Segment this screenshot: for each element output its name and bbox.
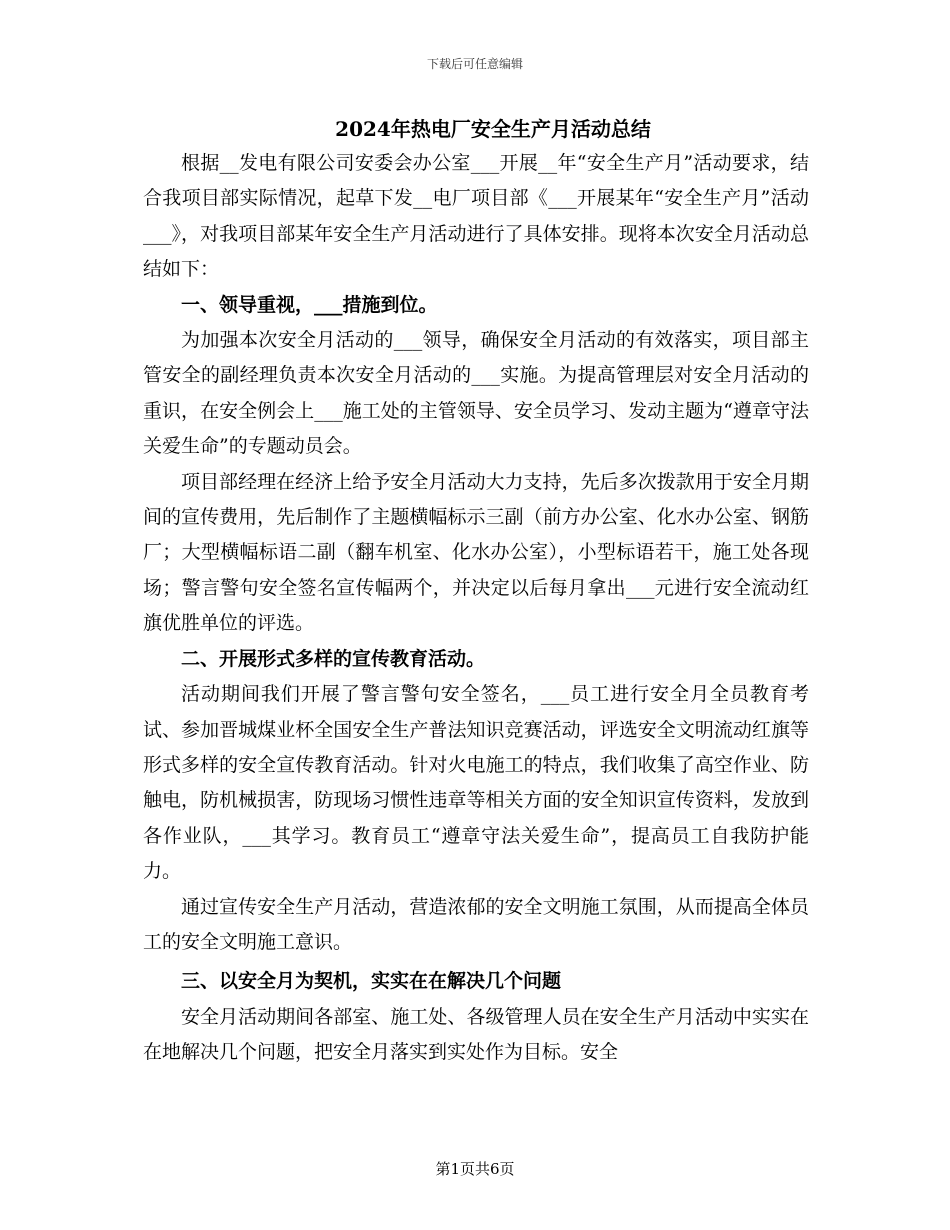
section-1-paragraph-1: 为加强本次安全月活动的___领导，确保安全月活动的有效落实，项目部主管安全的副经理负责本次安全月活动的___实施。为提高管理层对安全月活动的重识，在安全例会上___施工处的主管领导、安全员学习、发动主题为“遵章守法关爱生命”的专题动员会。 [143, 329, 809, 458]
section-1-heading: 一、领导重视，___措施到位。 [181, 293, 438, 316]
section-2-paragraph-2: 通过宣传安全生产月活动，营造浓郁的安全文明施工氛围，从而提高全体员工的安全文明施工意识。 [143, 895, 809, 953]
section-3-heading: 三、以安全月为契机，实实在在解决几个问题 [181, 970, 562, 993]
document-body [143, 112, 809, 1071]
page-footer: 第1页共6页 [435, 1160, 515, 1178]
section-1-paragraph-2: 项目部经理在经济上给予安全月活动大力支持，先后多次拨款用于安全月期间的宣传费用，先后制作了主题横幅标示三副（前方办公室、化水办公室、钢筋厂；大型横幅标语二副（翻车机室、化水办公室），小型标语若干，施工处各现场；警言警句安全签名宣传幅两个，并决定以后每月拿出___元进行安全流动红旗优胜单位的评选。 [143, 470, 809, 635]
page-header: 下载后可任意编辑 [426, 57, 523, 71]
section-2-paragraph-1: 活动期间我们开展了警言警句安全签名，___员工进行安全月全员教育考试、参加晋城煤业杯全国安全生产普法知识竞赛活动，评选安全文明流动红旗等形式多样的安全宣传教育活动。针对火电施工的特点，我们收集了高空作业、防触电，防机械损害，防现场习惯性违章等相关方面的安全知识宣传资料，发放到各作业队，___其学习。教育员工“遵章守法关爱生命”，提高员工自我防护能力。 [143, 683, 809, 883]
document-title: 2024年热电厂安全生产月活动总结 [335, 117, 651, 141]
section-2-heading: 二、开展形式多样的宣传教育活动。 [181, 647, 486, 670]
intro-paragraph: 根据__发电有限公司安委会办公室___开展__年“安全生产月”活动要求，结合我项目部实际情况，起草下发__电厂项目部《___开展某年“安全生产月”活动___》，对我项目部某年安全生产月活动进行了具体安排。现将本次安全月活动总结如下： [143, 152, 809, 281]
section-3-paragraph-1: 安全月活动期间各部室、施工处、各级管理人员在安全生产月活动中实实在在地解决几个问题，把安全月落实到实处作为目标。安全 [143, 1005, 809, 1064]
